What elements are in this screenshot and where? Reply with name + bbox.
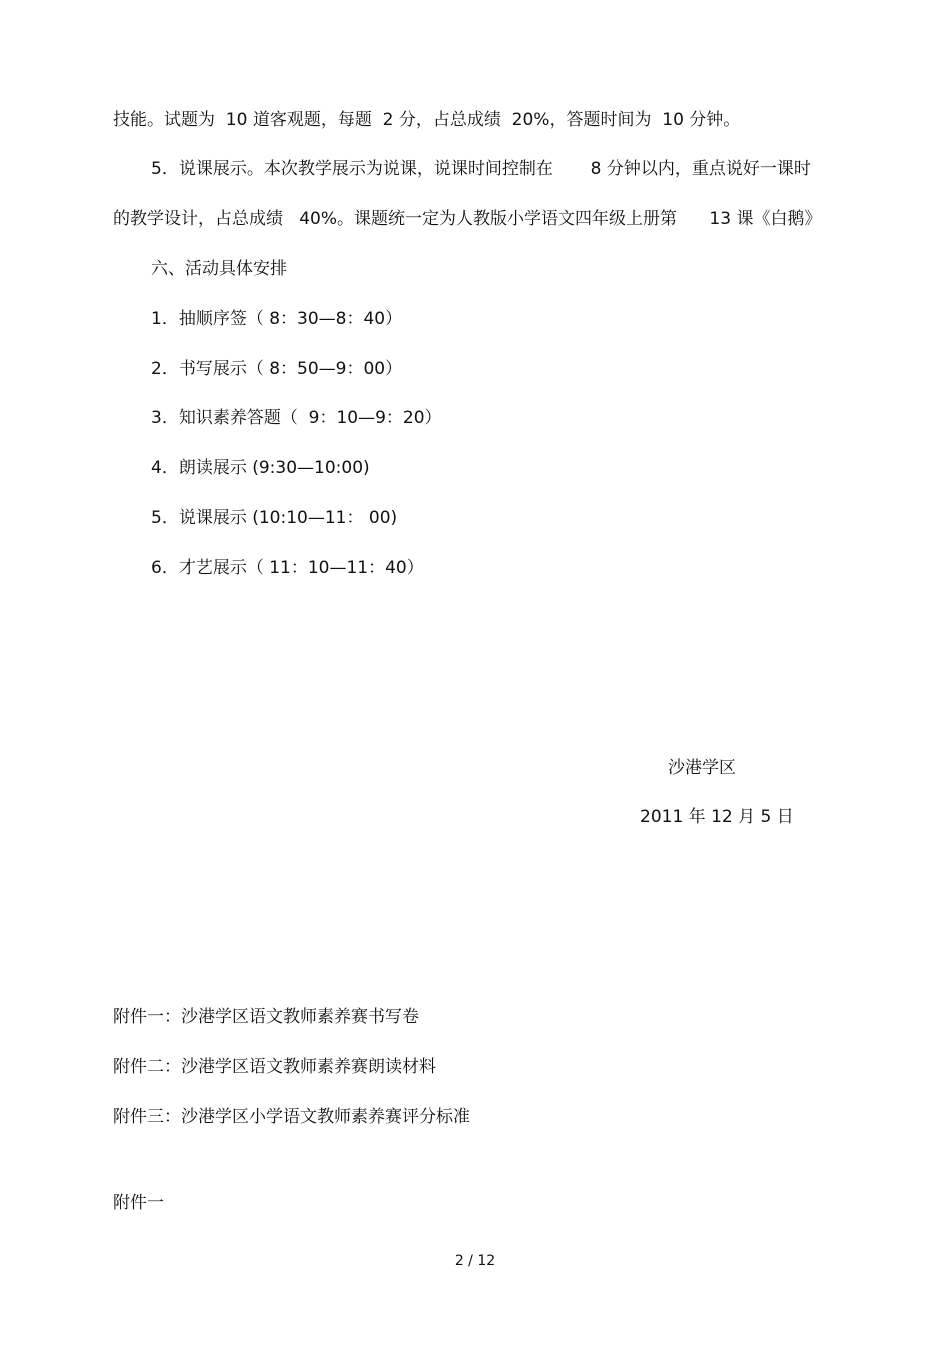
body-text-line: 的教学设计，占总成绩 40%。课题统一定为人教版小学语文四年级上册第 13 课《白鹅》	[113, 209, 822, 229]
attachment-item: 附件一：沙港学区语文教师素养赛书写卷	[113, 1007, 419, 1027]
signature-organization: 沙港学区	[668, 758, 736, 778]
schedule-item: 1．抽顺序签（ 8：30—8：40）	[151, 309, 403, 329]
schedule-item: 6．才艺展示（ 11：10—11：40）	[151, 558, 424, 578]
signature-date: 2011 年 12 月 5 日	[640, 807, 794, 827]
schedule-item: 5．说课展示 (10:10—11： 00)	[151, 508, 398, 528]
schedule-item: 4．朗读展示 (9:30—10:00)	[151, 458, 370, 478]
attachment-item: 附件三：沙港学区小学语文教师素养赛评分标准	[113, 1107, 470, 1127]
attachment-heading: 附件一	[113, 1193, 164, 1213]
section-heading: 六、活动具体安排	[151, 259, 287, 279]
body-text-line: 5．说课展示。本次教学展示为说课，说课时间控制在 8 分钟以内，重点说好一课时	[151, 159, 811, 179]
body-text-line: 技能。试题为 10 道客观题，每题 2 分，占总成绩 20%，答题时间为 10 分钟。	[113, 110, 741, 130]
schedule-item: 3．知识素养答题（ 9：10—9：20）	[151, 408, 442, 428]
page-number: 2 / 12	[454, 1253, 496, 1269]
schedule-item: 2．书写展示（ 8：50—9：00）	[151, 359, 403, 379]
attachment-item: 附件二：沙港学区语文教师素养赛朗读材料	[113, 1057, 436, 1077]
